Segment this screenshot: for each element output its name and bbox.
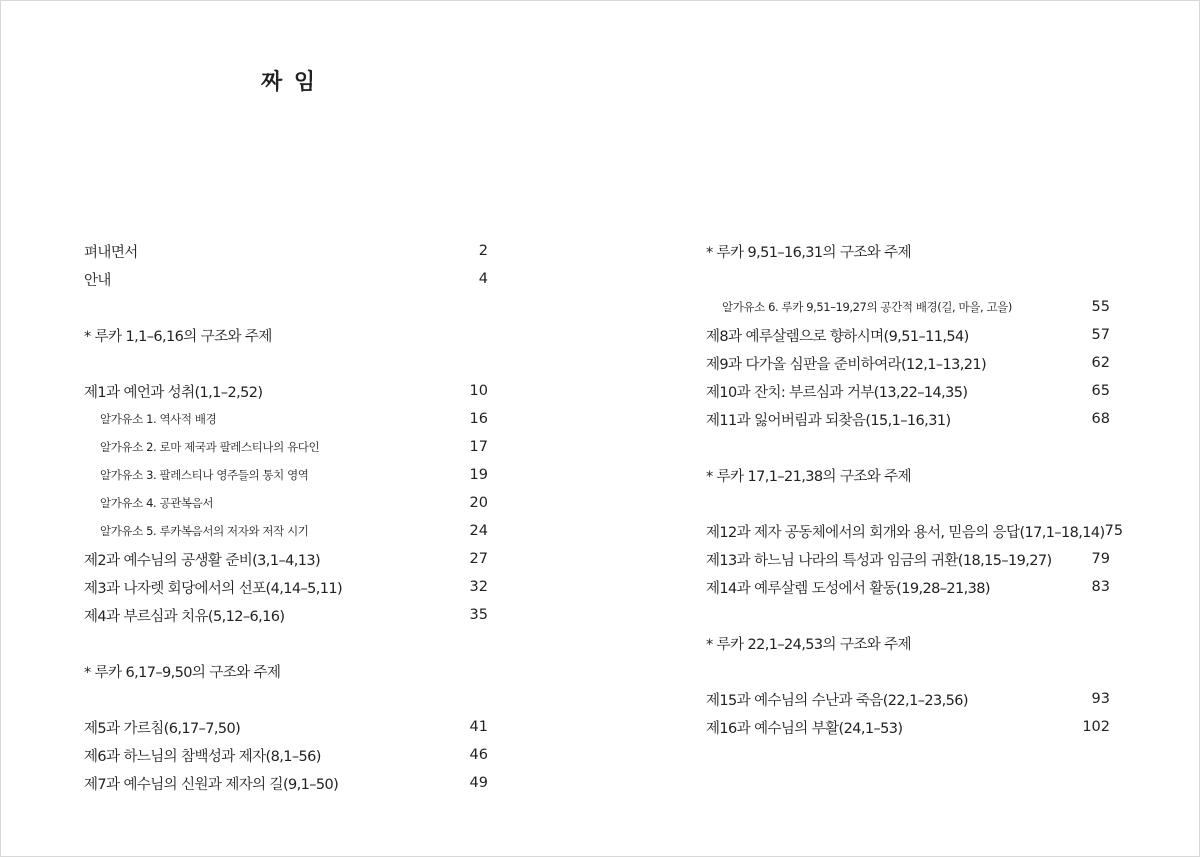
toc-entry-title: * 루카 1,1–6,16의 구조와 주제: [84, 328, 272, 345]
toc-entry-title: * 루카 17,1–21,38의 구조와 주제: [706, 468, 911, 485]
toc-page-number: 55: [1091, 299, 1110, 315]
toc-entry-title: 안내: [84, 272, 111, 289]
toc-subentry: [84, 461, 488, 489]
toc-entry-title: 제15과 예수님의 수난과 죽음(22,1–23,56): [706, 692, 968, 709]
toc-entry-title: 제5과 가르침(6,17–7,50): [84, 720, 241, 737]
toc-entry-title: 알가유소 5. 루카복음서의 저자와 저작 시기: [100, 524, 309, 538]
toc-entry-title: 알가유소 3. 팔레스티나 영주들의 통치 영역: [100, 468, 309, 482]
toc-page-number: 49: [469, 775, 488, 791]
toc-page-number: 17: [469, 439, 488, 455]
toc-entry-title: * 루카 22,1–24,53의 구조와 주제: [706, 636, 911, 653]
toc-entry-title: 제2과 예수님의 공생활 준비(3,1–4,13): [84, 552, 321, 569]
toc-page-number: 20: [469, 495, 488, 511]
toc-entry-title: 제4과 부르심과 치유(5,12–6,16): [84, 608, 285, 625]
toc-subentry: [84, 517, 488, 545]
toc-page-number: 65: [1091, 383, 1110, 399]
toc-entry-title: 알가유소 1. 역사적 배경: [100, 412, 217, 426]
toc-entry-title: * 루카 9,51–16,31의 구조와 주제: [706, 244, 911, 261]
toc-entry-title: 알가유소 2. 로마 제국과 팔레스티나의 유다인: [100, 440, 320, 454]
toc-page-number: 57: [1091, 327, 1110, 343]
toc-entry: [706, 377, 1110, 405]
toc-entry-title: 제12과 제자 공동체에서의 회개와 용서, 믿음의 응답(17,1–18,14): [706, 524, 1105, 541]
toc-page-number: 10: [469, 383, 488, 399]
toc-entry: [706, 573, 1110, 601]
toc-entry: [84, 377, 488, 405]
toc-page-number: 35: [469, 607, 488, 623]
toc-entry-title: * 루카 6,17–9,50의 구조와 주제: [84, 664, 281, 681]
toc-section-heading: [706, 461, 1110, 489]
toc-entry: [84, 545, 488, 573]
toc-entry: [706, 685, 1110, 713]
toc-page-number: 83: [1091, 579, 1110, 595]
toc-entry: [84, 741, 488, 769]
toc-subentry: [84, 489, 488, 517]
toc-section-heading: [706, 237, 1110, 265]
toc-entry: [84, 601, 488, 629]
toc-page-number: 102: [1082, 719, 1110, 735]
toc-entry-title: 제10과 잔치: 부르심과 거부(13,22–14,35): [706, 384, 968, 401]
toc-entry: [84, 769, 488, 797]
toc-entry: [84, 573, 488, 601]
toc-page-number: 75: [1104, 523, 1124, 539]
toc-page-number: 16: [469, 411, 488, 427]
toc-page-number: 4: [478, 271, 488, 287]
toc-entry-title: 제13과 하느님 나라의 특성과 임금의 귀환(18,15–19,27): [706, 552, 1052, 569]
toc-section-heading: [84, 321, 488, 349]
toc-right-column: [706, 237, 1124, 741]
toc-entry: [706, 713, 1110, 741]
toc-subentry: [84, 433, 488, 461]
toc-entry: [84, 237, 488, 265]
toc-page-number: 68: [1091, 411, 1110, 427]
toc-subentry: [706, 293, 1110, 321]
toc-entry-title: 제3과 나자렛 회당에서의 선포(4,14–5,11): [84, 580, 343, 597]
toc-page-number: 93: [1091, 691, 1110, 707]
toc-entry: [706, 321, 1110, 349]
toc-entry-title: 펴내면서: [84, 244, 138, 261]
toc-entry: [706, 349, 1110, 377]
toc-page-number: 32: [469, 579, 488, 595]
toc-entry: [706, 517, 1124, 545]
toc-entry-title: 제6과 하느님의 참백성과 제자(8,1–56): [84, 748, 321, 765]
toc-section-heading: [706, 629, 1110, 657]
toc-left-column: [84, 237, 488, 797]
toc-entry-title: 제11과 잃어버림과 되찾음(15,1–16,31): [706, 412, 951, 429]
toc-page-number: 19: [469, 467, 488, 483]
toc-entry: [706, 545, 1110, 573]
page-title: 짜 임: [261, 70, 318, 95]
toc-entry-title: 제9과 다가올 심판을 준비하여라(12,1–13,21): [706, 356, 987, 373]
toc-entry: [706, 405, 1110, 433]
toc-page-number: 27: [469, 551, 488, 567]
toc-page-number: 41: [469, 719, 488, 735]
toc-page-number: 24: [469, 523, 488, 539]
toc-entry-title: 알가유소 6. 루카 9,51–19,27의 공간적 배경(길, 마을, 고을): [722, 300, 1012, 314]
toc-entry: [84, 265, 488, 293]
toc-entry-title: 제8과 예루살렘으로 향하시며(9,51–11,54): [706, 328, 969, 345]
toc-entry-title: 제14과 예루살렘 도성에서 활동(19,28–21,38): [706, 580, 990, 597]
toc-subentry: [84, 405, 488, 433]
toc-entry-title: 알가유소 4. 공관복음서: [100, 496, 214, 510]
toc-section-heading: [84, 657, 488, 685]
toc-page-number: 79: [1091, 551, 1110, 567]
toc-entry: [84, 713, 488, 741]
toc-page-number: 62: [1091, 355, 1110, 371]
toc-entry-title: 제16과 예수님의 부활(24,1–53): [706, 720, 903, 737]
toc-entry-title: 제1과 예언과 성취(1,1–2,52): [84, 384, 263, 401]
toc-entry-title: 제7과 예수님의 신원과 제자의 길(9,1–50): [84, 776, 339, 793]
toc-page-number: 46: [469, 747, 488, 763]
toc-page-number: 2: [478, 243, 488, 259]
